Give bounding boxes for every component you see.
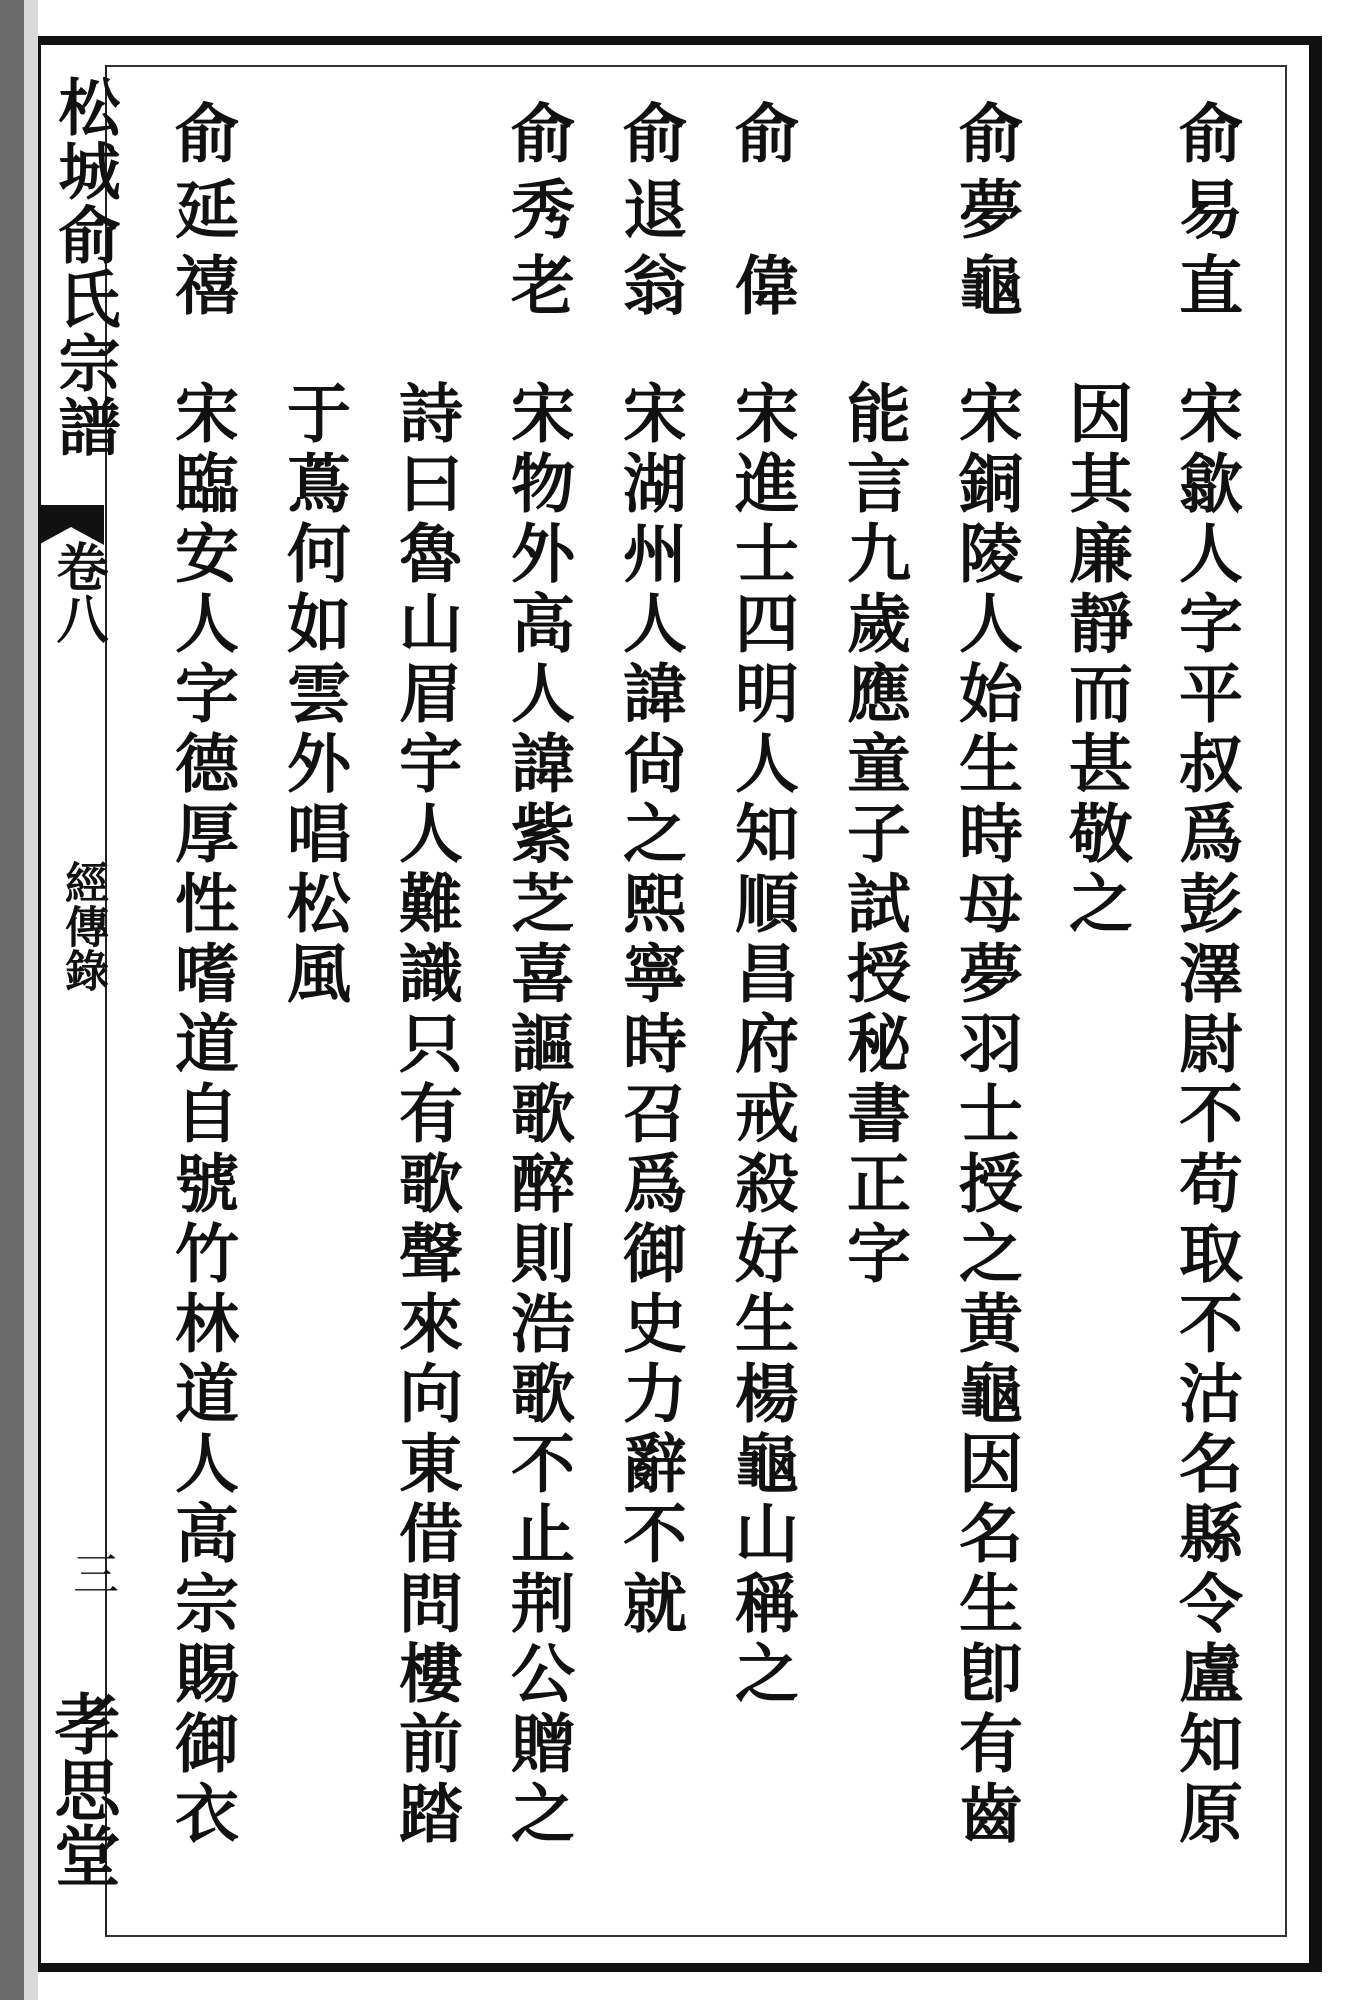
entry-name: 俞退翁 — [612, 100, 687, 328]
entry-line: 于蔦何如雲外唱松風 — [276, 380, 351, 1010]
entry-line: 宋湖州人諱尙之熙寧時召爲御史力辭不就 — [612, 380, 687, 1640]
entry-line: 詩曰魯山眉宇人難識只有歌聲來向東借問樓前踏 — [388, 380, 463, 1850]
binding-gutter — [0, 0, 24, 2000]
entry-name: 俞易直 — [1168, 100, 1243, 328]
entry-line: 宋物外高人諱紫芝喜謳歌醉則浩歌不止荆公贈之 — [500, 380, 575, 1850]
entry-line: 宋銅陵人始生時母夢羽士授之黄龜因名生卽有齒 — [948, 380, 1023, 1850]
book-title: 松城俞氏宗譜 — [48, 75, 121, 459]
entry-name: 俞 偉 — [724, 100, 799, 328]
entry-line: 能言九歲應童子試授秘書正字 — [836, 380, 911, 1290]
entry-line: 宋歙人字平叔爲彭澤尉不苟取不沽名縣令盧知原 — [1168, 380, 1243, 1850]
entry-name: 俞延禧 — [164, 100, 239, 328]
entry-line: 因其廉靜而甚敬之 — [1058, 380, 1133, 940]
hall-name: 孝思堂 — [43, 1690, 121, 1888]
entry-name: 俞夢龜 — [948, 100, 1023, 328]
entry-line: 宋進士四明人知順昌府戒殺好生楊龜山稱之 — [724, 380, 799, 1710]
volume-label: 卷八 — [47, 540, 108, 644]
section-label: 經傳錄 — [57, 860, 108, 992]
entry-name: 俞秀老 — [500, 100, 575, 328]
page-number: 三 — [66, 1550, 120, 1596]
entry-line: 宋臨安人字德厚性嗜道自號竹林道人高宗賜御衣 — [164, 380, 239, 1850]
